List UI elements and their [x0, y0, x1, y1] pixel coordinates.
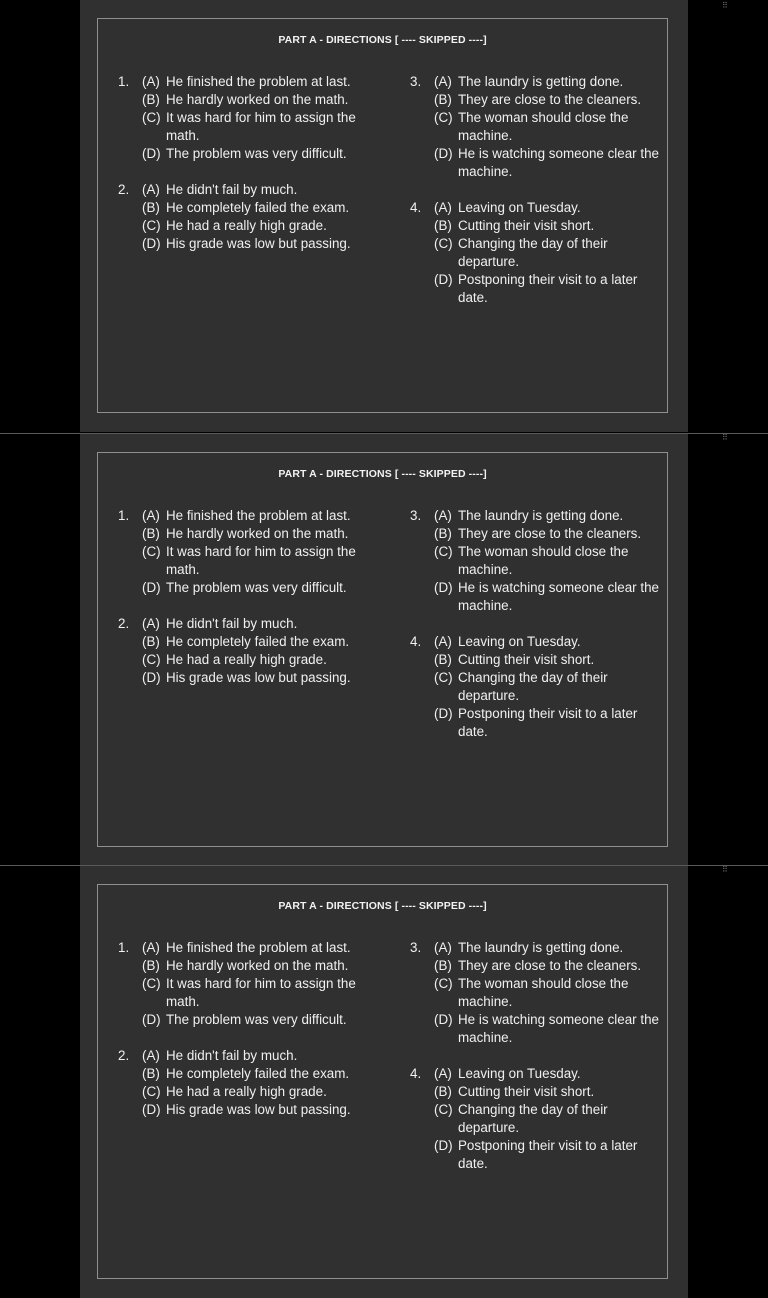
option-letter: (B) [434, 218, 452, 233]
option-text: He finished the problem at last. [166, 508, 351, 523]
answer-option [118, 579, 388, 597]
option-text: They are close to the cleaners. [458, 526, 642, 541]
page-frame [97, 884, 668, 1279]
option-letter: (C) [434, 236, 453, 251]
option-text: The laundry is getting done. [458, 74, 624, 89]
page-handle-icon[interactable]: ⠿ [722, 865, 728, 874]
option-text: The woman should close the machine. [458, 544, 629, 577]
option-letter: (B) [434, 958, 452, 973]
answer-option [434, 199, 581, 217]
question-number: 2. [118, 616, 130, 631]
question-2 [118, 181, 388, 253]
option-text: He completely failed the exam. [166, 200, 350, 215]
option-text: He hardly worked on the math. [166, 958, 349, 973]
option-letter: (B) [142, 526, 160, 541]
option-text: He didn't fail by much. [166, 182, 298, 197]
question-number: 4. [410, 200, 422, 215]
option-letter: (A) [434, 634, 452, 649]
page-heading: PART A - DIRECTIONS [ ---- SKIPPED ----] [278, 900, 487, 912]
option-text: Changing the day of their departure. [458, 670, 608, 703]
question-number: 1. [118, 508, 130, 523]
answer-option [142, 939, 351, 957]
option-letter: (C) [434, 1102, 453, 1117]
option-letter: (D) [434, 1138, 453, 1153]
option-letter: (D) [142, 236, 161, 251]
answer-option [118, 633, 388, 651]
answer-option [410, 705, 660, 741]
question-number: 1. [118, 74, 130, 89]
option-text: It was hard for him to assign the math. [166, 110, 356, 143]
option-text: Leaving on Tuesday. [458, 200, 581, 215]
question-number: 2. [118, 182, 130, 197]
answer-option [118, 91, 388, 109]
page-heading: PART A - DIRECTIONS [ ---- SKIPPED ----] [278, 34, 487, 46]
page-heading: PART A - DIRECTIONS [ ---- SKIPPED ----] [278, 468, 487, 480]
answer-option [410, 525, 660, 543]
option-text: He is watching someone clear the machine. [458, 146, 659, 179]
answer-option [118, 217, 388, 235]
option-letter: (D) [434, 706, 453, 721]
questions-left-column [118, 73, 388, 253]
option-letter: (D) [142, 1012, 161, 1027]
answer-option [410, 271, 660, 307]
question-3 [410, 507, 660, 615]
answer-option [410, 145, 660, 181]
option-letter: (B) [142, 1066, 160, 1081]
option-text: The woman should close the machine. [458, 110, 629, 143]
answer-option [434, 939, 623, 957]
option-letter: (A) [142, 182, 160, 197]
page-handle-icon[interactable]: ⠿ [722, 433, 728, 442]
option-letter: (B) [142, 200, 160, 215]
option-letter: (C) [142, 544, 161, 559]
option-text: Leaving on Tuesday. [458, 634, 581, 649]
option-letter: (B) [434, 92, 452, 107]
option-letter: (D) [142, 580, 161, 595]
question-1 [118, 507, 388, 597]
option-letter: (A) [434, 74, 452, 89]
question-4 [410, 1065, 660, 1173]
page-handle-icon[interactable]: ⠿ [722, 1, 728, 10]
page-2 [80, 434, 688, 866]
option-text: He completely failed the exam. [166, 634, 350, 649]
option-text: The problem was very difficult. [166, 146, 347, 161]
option-text: He hardly worked on the math. [166, 92, 349, 107]
option-text: He had a really high grade. [166, 652, 327, 667]
option-text: The problem was very difficult. [166, 1012, 347, 1027]
option-letter: (A) [142, 616, 160, 631]
question-1 [118, 939, 388, 1029]
option-text: It was hard for him to assign the math. [166, 976, 356, 1009]
answer-option [142, 507, 351, 525]
option-text: They are close to the cleaners. [458, 958, 642, 973]
answer-option [118, 199, 388, 217]
option-text: He finished the problem at last. [166, 74, 351, 89]
page-3 [80, 866, 688, 1298]
option-letter: (A) [434, 1066, 452, 1081]
questions-left-column [118, 507, 388, 687]
answer-option [118, 975, 388, 1011]
option-letter: (D) [434, 146, 453, 161]
option-letter: (C) [142, 218, 161, 233]
answer-option [410, 651, 660, 669]
answer-option [118, 957, 388, 975]
answer-option [410, 975, 660, 1011]
answer-option [434, 1065, 581, 1083]
option-text: His grade was low but passing. [166, 670, 351, 685]
answer-option [118, 1083, 388, 1101]
option-letter: (C) [142, 110, 161, 125]
answer-option [118, 669, 388, 687]
answer-option [118, 109, 388, 145]
option-letter: (B) [434, 652, 452, 667]
answer-option [410, 91, 660, 109]
option-letter: (C) [142, 1084, 161, 1099]
question-number: 2. [118, 1048, 130, 1063]
option-letter: (A) [142, 940, 160, 955]
option-letter: (B) [434, 526, 452, 541]
question-3 [410, 939, 660, 1047]
answer-option [118, 145, 388, 163]
answer-option [410, 543, 660, 579]
answer-option [410, 579, 660, 615]
answer-option [410, 1137, 660, 1173]
option-letter: (C) [434, 670, 453, 685]
option-text: He hardly worked on the math. [166, 526, 349, 541]
answer-option [118, 525, 388, 543]
question-4 [410, 199, 660, 307]
option-letter: (D) [434, 272, 453, 287]
answer-option [118, 1065, 388, 1083]
option-letter: (C) [434, 544, 453, 559]
answer-option [142, 615, 297, 633]
question-4 [410, 633, 660, 741]
option-letter: (C) [142, 652, 161, 667]
option-letter: (B) [142, 634, 160, 649]
question-number: 4. [410, 634, 422, 649]
question-number: 4. [410, 1066, 422, 1081]
option-letter: (C) [142, 976, 161, 991]
option-letter: (A) [142, 74, 160, 89]
option-text: It was hard for him to assign the math. [166, 544, 356, 577]
answer-option [410, 1101, 660, 1137]
question-number: 3. [410, 74, 422, 89]
option-letter: (D) [142, 670, 161, 685]
option-letter: (A) [142, 1048, 160, 1063]
option-text: The laundry is getting done. [458, 508, 624, 523]
answer-option [434, 73, 623, 91]
answer-option [142, 1047, 297, 1065]
option-text: He is watching someone clear the machine. [458, 1012, 659, 1045]
option-letter: (A) [434, 940, 452, 955]
option-text: He didn't fail by much. [166, 1048, 298, 1063]
option-letter: (C) [434, 976, 453, 991]
answer-option [118, 235, 388, 253]
option-text: He is watching someone clear the machine. [458, 580, 659, 613]
option-text: Cutting their visit short. [458, 218, 595, 233]
answer-option [410, 109, 660, 145]
option-text: He had a really high grade. [166, 1084, 327, 1099]
answer-option [142, 73, 351, 91]
answer-option [410, 1083, 660, 1101]
question-2 [118, 1047, 388, 1119]
option-text: His grade was low but passing. [166, 236, 351, 251]
answer-option [410, 217, 660, 235]
answer-option [118, 543, 388, 579]
option-text: Postponing their visit to a later date. [458, 1138, 638, 1171]
question-number: 3. [410, 508, 422, 523]
page-frame [97, 18, 668, 413]
answer-option [434, 633, 581, 651]
answer-option [410, 957, 660, 975]
questions-right-column [410, 939, 660, 1173]
option-letter: (D) [142, 1102, 161, 1117]
page-1 [80, 0, 688, 432]
answer-option [410, 1011, 660, 1047]
question-3 [410, 73, 660, 181]
question-number: 1. [118, 940, 130, 955]
option-letter: (D) [434, 580, 453, 595]
option-text: The woman should close the machine. [458, 976, 629, 1009]
question-1 [118, 73, 388, 163]
option-text: The problem was very difficult. [166, 580, 347, 595]
answer-option [118, 1011, 388, 1029]
questions-right-column [410, 507, 660, 741]
question-2 [118, 615, 388, 687]
option-text: He completely failed the exam. [166, 1066, 350, 1081]
questions-right-column [410, 73, 660, 307]
option-text: Cutting their visit short. [458, 1084, 595, 1099]
option-text: Cutting their visit short. [458, 652, 595, 667]
option-text: Postponing their visit to a later date. [458, 706, 638, 739]
option-letter: (C) [434, 110, 453, 125]
answer-option [410, 235, 660, 271]
option-letter: (B) [142, 958, 160, 973]
option-text: Leaving on Tuesday. [458, 1066, 581, 1081]
answer-option [410, 669, 660, 705]
option-text: He finished the problem at last. [166, 940, 351, 955]
option-text: Changing the day of their departure. [458, 1102, 608, 1135]
option-text: Postponing their visit to a later date. [458, 272, 638, 305]
option-letter: (D) [434, 1012, 453, 1027]
option-letter: (B) [142, 92, 160, 107]
option-letter: (B) [434, 1084, 452, 1099]
answer-option [118, 651, 388, 669]
option-letter: (A) [142, 508, 160, 523]
answer-option [142, 181, 297, 199]
option-letter: (D) [142, 146, 161, 161]
questions-left-column [118, 939, 388, 1119]
option-text: Changing the day of their departure. [458, 236, 608, 269]
page-frame [97, 452, 668, 847]
option-text: He had a really high grade. [166, 218, 327, 233]
option-text: The laundry is getting done. [458, 940, 624, 955]
option-text: He didn't fail by much. [166, 616, 298, 631]
option-letter: (A) [434, 508, 452, 523]
answer-option [118, 1101, 388, 1119]
answer-option [434, 507, 623, 525]
option-letter: (A) [434, 200, 452, 215]
option-text: They are close to the cleaners. [458, 92, 642, 107]
question-number: 3. [410, 940, 422, 955]
option-text: His grade was low but passing. [166, 1102, 351, 1117]
